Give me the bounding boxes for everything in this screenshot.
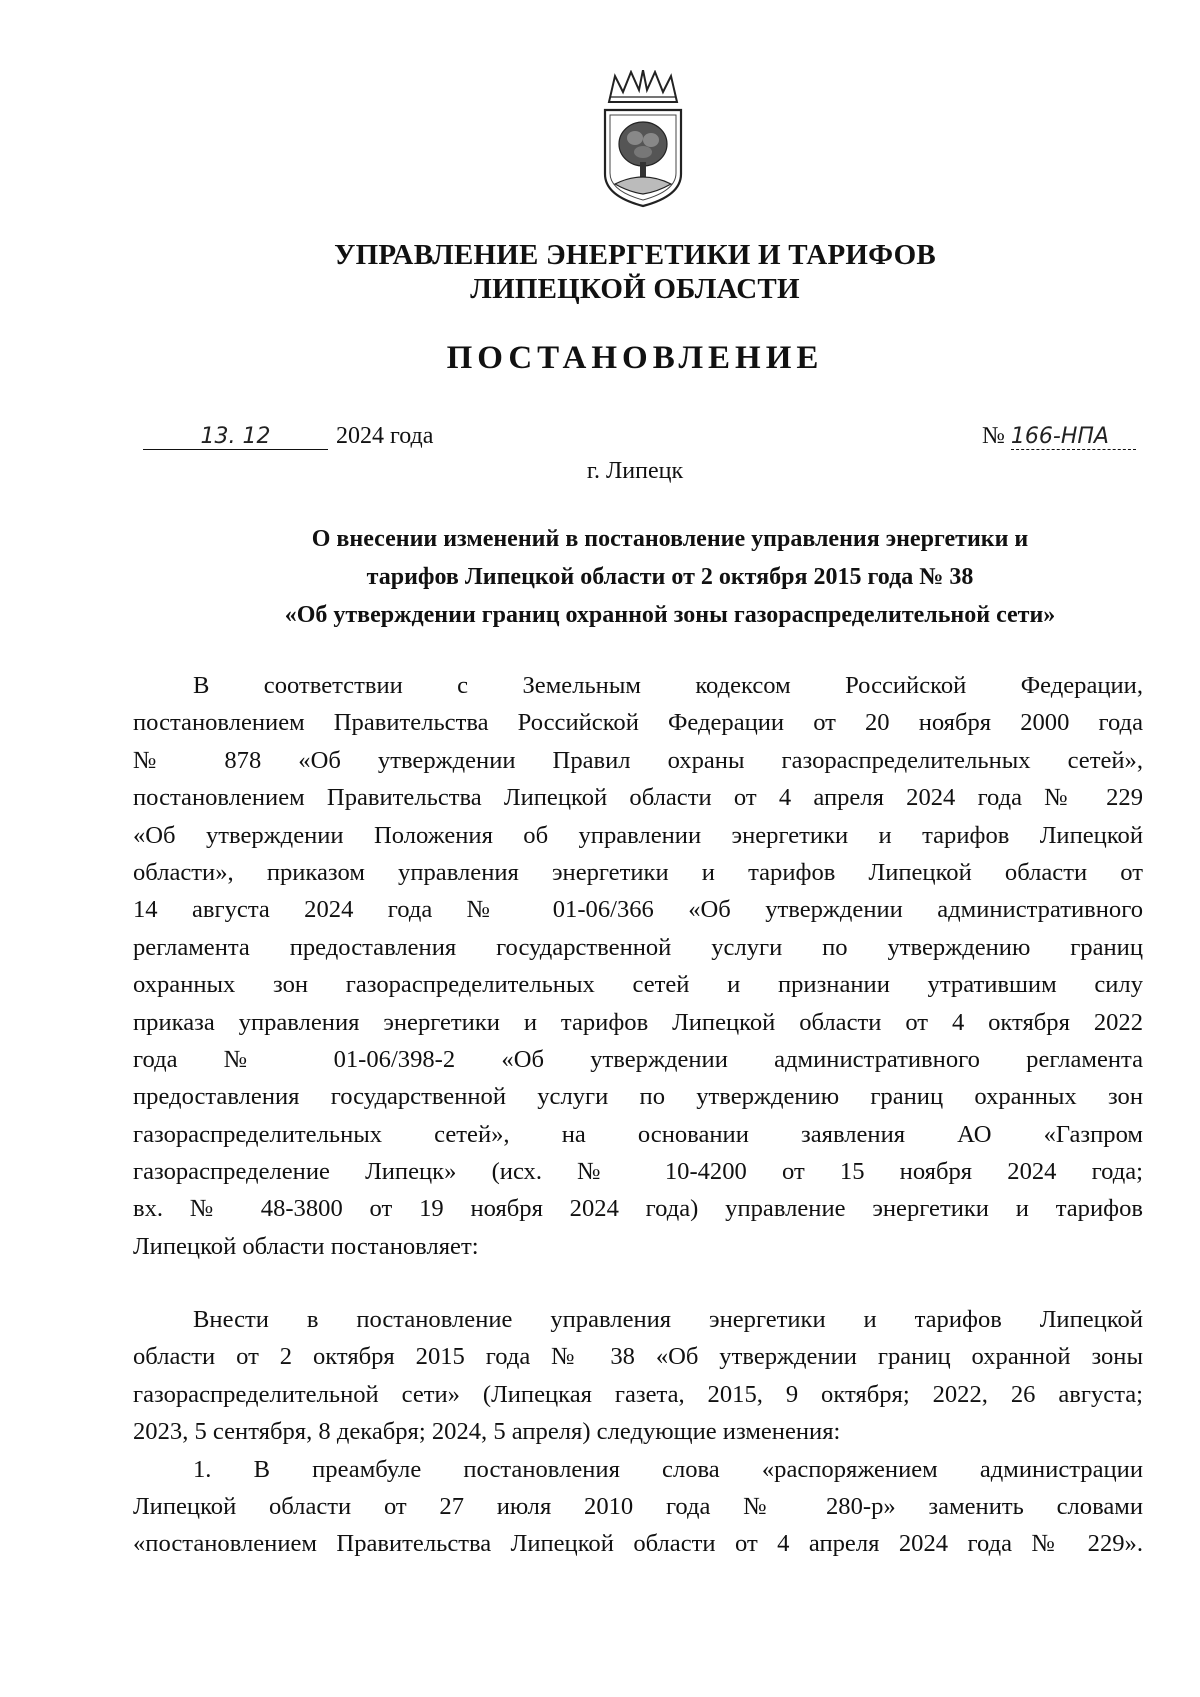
document-type: ПОСТАНОВЛЕНИЕ [446,340,824,376]
number-prefix: № [982,423,1005,449]
paragraph-line: вх. № 48-3800 от 19 ноября 2024 года) управление энергетики и тарифов [133,1195,1143,1223]
paragraph-line: области», приказом управления энергетики и тарифов Липецкой области от [133,858,1143,886]
preamble-paragraph [133,667,1143,1265]
paragraph-line: постановлением Правительства Российской Федерации от 20 ноября 2000 года [133,709,1143,737]
date-year: 2024 года [336,423,434,449]
paragraph-line: № 878 «Об утверждении Правил охраны газораспределительных сетей», [133,746,1143,774]
coat-of-arms-icon [595,70,691,210]
paragraph-line: В соответствии с Земельным кодексом Российской Федерации, [193,672,1143,699]
paragraph-line: 2023, 5 сентября, 8 декабря; 2024, 5 апреля) следующие изменения: [133,1418,841,1446]
paragraph-line: газораспределительных сетей», на основании заявления АО «Газпром [133,1120,1143,1148]
paragraph-line: области от 2 октября 2015 года № 38 «Об утверждении границ охранной зоны [133,1343,1143,1371]
paragraph-line: предоставления государственной услуги по утверждению границ охранных зон [133,1083,1143,1111]
paragraph-line: «Об утверждении Положения об управлении энергетики и тарифов Липецкой [133,821,1143,849]
paragraph-line: постановлением Правительства Липецкой области от 4 апреля 2024 года № 229 [133,784,1143,812]
amendment-paragraph [133,1301,1143,1563]
organization-name-line2: ЛИПЕЦКОЙ ОБЛАСТИ [470,273,800,305]
paragraph-line: года № 01-06/398-2 «Об утверждении административного регламента [133,1045,1143,1073]
paragraph-line: 14 августа 2024 года № 01-06/366 «Об утверждении административного [133,896,1143,924]
paragraph-line: Внести в постановление управления энергетики и тарифов Липецкой [193,1306,1143,1333]
document-date [143,423,433,450]
number-handwritten: 166-НПА [1011,424,1136,450]
date-handwritten: 13. 12 [143,424,328,450]
paragraph-line: регламента предоставления государственной услуги по утверждению границ [133,933,1143,961]
paragraph-line: Липецкой области от 27 июля 2010 года № 280-р» заменить словами [133,1492,1143,1520]
paragraph-line: газораспределительной сети» (Липецкая газета, 2015, 9 октября; 2022, 26 августа; [133,1380,1143,1408]
paragraph-line: Липецкой области постановляет: [133,1232,479,1260]
title-line: тарифов Липецкой области от 2 октября 2015 года № 38 [366,564,974,590]
document-title [210,520,1130,634]
paragraph-line: приказа управления энергетики и тарифов Липецкой области от 4 октября 2022 [133,1008,1143,1036]
paragraph-line: газораспределение Липецк» (исх. № 10-4200 от 15 ноября 2024 года; [133,1158,1143,1186]
organization-name-line1: УПРАВЛЕНИЕ ЭНЕРГЕТИКИ И ТАРИФОВ [334,239,936,271]
document-number [982,423,1136,450]
title-line: О внесении изменений в постановление управления энергетики и [311,526,1029,552]
paragraph-line: охранных зон газораспределительных сетей и признании утратившим силу [133,971,1143,999]
paragraph-line: «постановлением Правительства Липецкой области от 4 апреля 2024 года № 229». [133,1530,1143,1558]
document-city: г. Липецк [586,458,684,484]
paragraph-line: 1. В преамбуле постановления слова «распоряжением администрации [193,1455,1143,1483]
title-line: «Об утверждении границ охранной зоны газораспределительной сети» [284,602,1056,628]
